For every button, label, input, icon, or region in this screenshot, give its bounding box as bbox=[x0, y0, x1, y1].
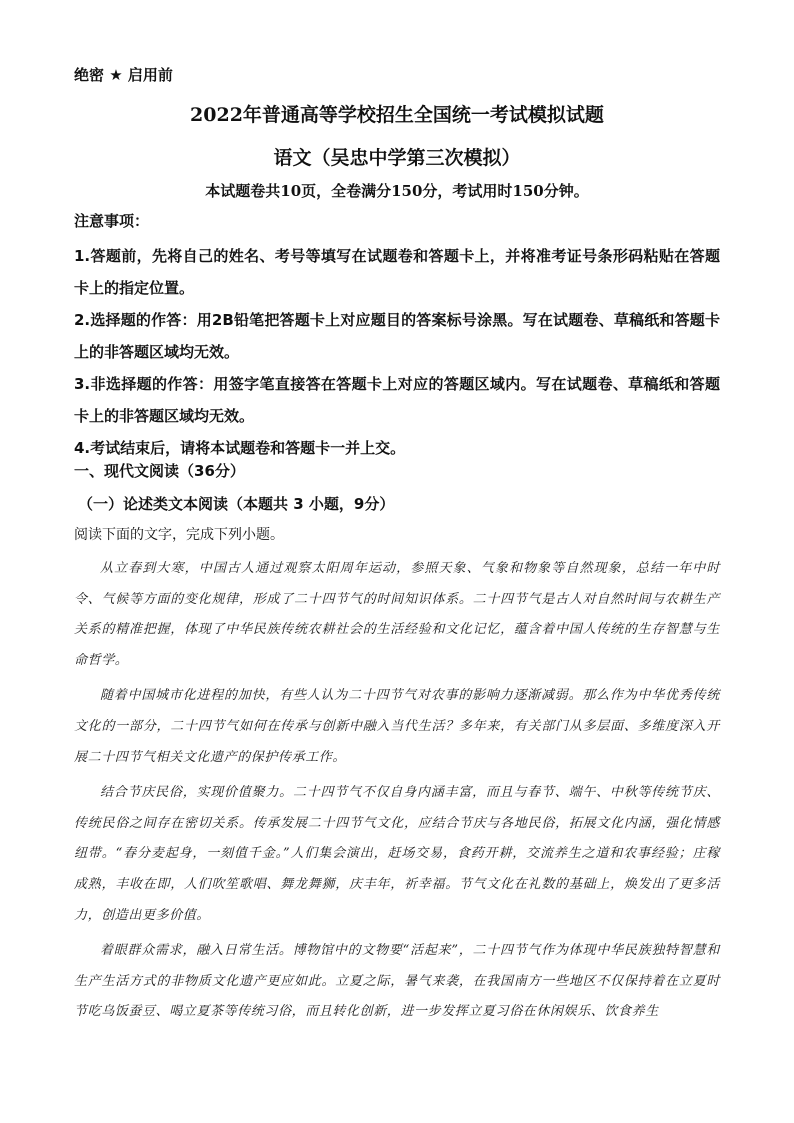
exam-title: 2022年普通高等学校招生全国统一考试模拟试题 bbox=[190, 104, 604, 126]
exam-subject-title: 语文（吴忠中学第三次模拟） bbox=[273, 147, 521, 169]
notes-list bbox=[74, 240, 720, 464]
note-item: 1.答题前，先将自己的姓名、考号等填写在试题卷和答题卡上，并将准考证号条形码粘贴在答题卡上的指定位置。 bbox=[74, 247, 720, 297]
note-item: 3.非选择题的作答：用签字笔直接答在答题卡上对应的答题区域内。写在试题卷、草稿纸和答题卡上的非答题区域均无效。 bbox=[74, 375, 720, 425]
note-item: 4.考试结束后，请将本试题卷和答题卡一并上交。 bbox=[74, 439, 406, 457]
secret-mark: 绝密 ★ 启用前 bbox=[74, 66, 173, 84]
exam-info: 本试题卷共10页，全卷满分150分，考试用时150分钟。 bbox=[205, 182, 589, 200]
notes-heading: 注意事项： bbox=[74, 212, 150, 230]
section-subheading: （一）论述类文本阅读（本题共 3 小题，9分） bbox=[78, 495, 395, 513]
reading-passage bbox=[74, 554, 720, 1033]
reading-instruction: 阅读下面的文字，完成下列小题。 bbox=[74, 527, 284, 543]
note-item: 2.选择题的作答：用2B铅笔把答题卡上对应题目的答案标号涂黑。写在试题卷、草稿纸和答题卡上的非答题区域均无效。 bbox=[74, 311, 720, 361]
passage-paragraph: 着眼群众需求，融入日常生活。博物馆中的文物要“活起来”，二十四节气作为体现中华民族独特智慧和生产生活方式的非物质文化遗产更应如此。立夏之际，暑气来袭，在我国南方一些地区不仅保持着在立夏时节吃乌饭蚕豆、喝立夏茶等传统习俗，而且转化创新，进一步发挥立夏习俗在休闲娱乐、饮食养生 bbox=[74, 943, 720, 1020]
passage-paragraph: 结合节庆民俗，实现价值聚力。二十四节气不仅自身内涵丰富，而且与春节、端午、中秋等传统节庆、传统民俗之间存在密切关系。传承发展二十四节气文化，应结合节庆与各地民俗，拓展文化内涵，强化情感纽带。“春分麦起身，一刻值千金。”人们集会演出，赶场交易，食药开耕，交流养生之道和农事经验；庄稼成熟，丰收在即，人们吹笙歌唱、舞龙舞狮，庆丰年，祈幸福。节气文化在礼数的基础上，焕发出了更多活力，创造出更多价值。 bbox=[74, 785, 720, 923]
passage-paragraph: 从立春到大寒，中国古人通过观察太阳周年运动，参照天象、气象和物象等自然现象，总结一年中时令、气候等方面的变化规律，形成了二十四节气的时间知识体系。二十四节气是古人对自然时间与农耕生产关系的精准把握，体现了中华民族传统农耕社会的生活经验和文化记忆，蕴含着中国人传统的生存智慧与生命哲学。 bbox=[74, 561, 720, 668]
passage-paragraph: 随着中国城市化进程的加快，有些人认为二十四节气对农事的影响力逐渐减弱。那么作为中华优秀传统文化的一部分，二十四节气如何在传承与创新中融入当代生活？多年来，有关部门从多层面、多维度深入开展二十四节气相关文化遗产的保护传承工作。 bbox=[74, 688, 720, 765]
section-heading: 一、现代文阅读（36分） bbox=[74, 462, 245, 480]
